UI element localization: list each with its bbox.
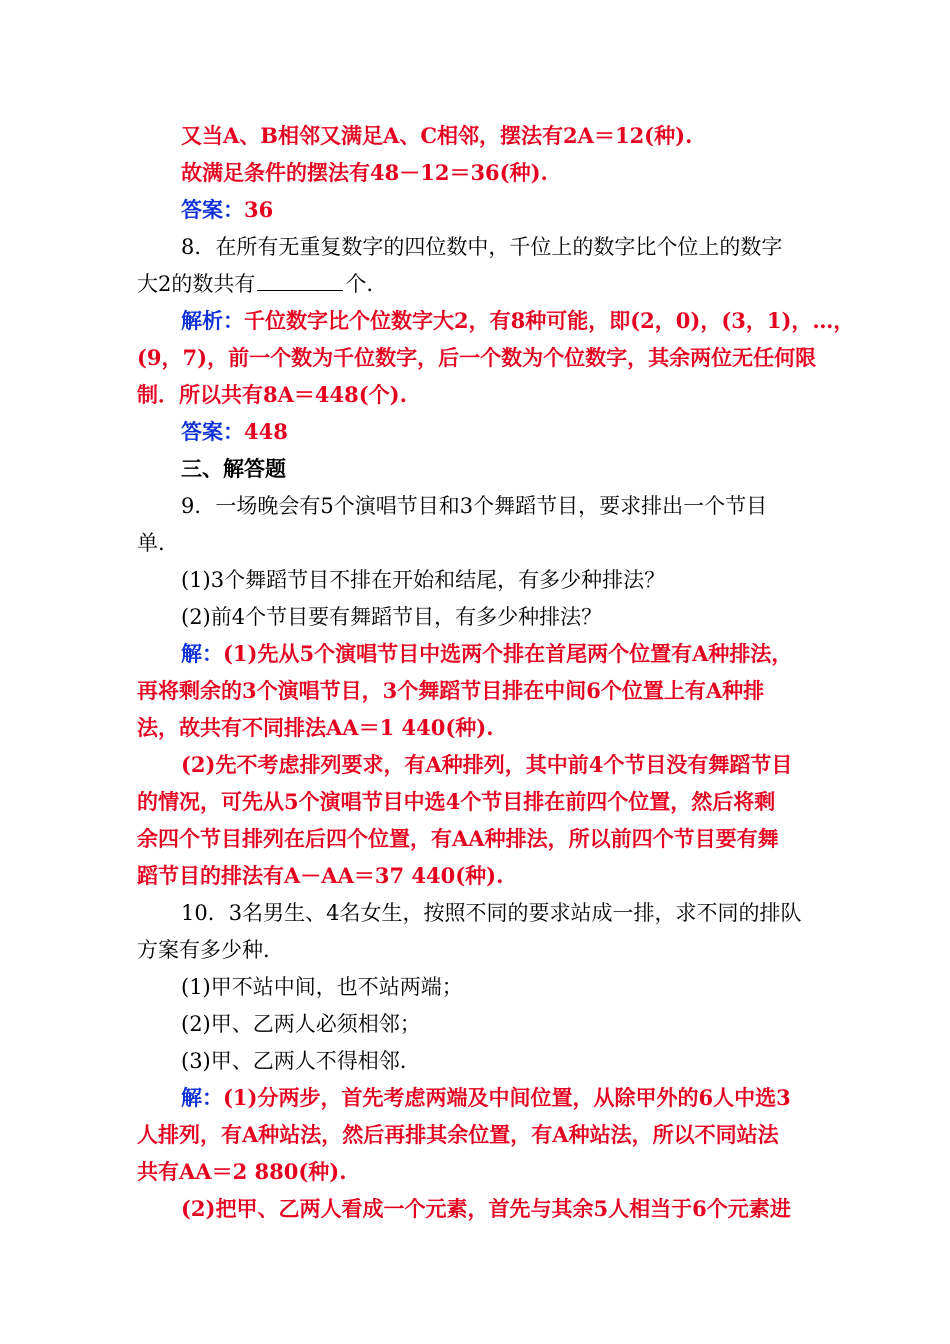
text: 共有AA＝2 880(种). — [137, 1159, 347, 1184]
text: (3)甲、乙两人不得相邻. — [181, 1049, 407, 1073]
solution-9-line5 — [137, 784, 775, 820]
text: 千位数字比个位数字大2，有8种可能，即(2，0)，(3，1)，…， — [244, 308, 855, 333]
text: (9，7)，前一个数为千位数字，后一个数为个位数字，其余两位无任何限 — [137, 345, 817, 370]
question-10-line2 — [137, 932, 270, 968]
solution-9-line7 — [137, 858, 503, 894]
solution-line — [181, 118, 692, 154]
solution-9-line6 — [137, 821, 779, 857]
solution-9-line1 — [181, 636, 792, 672]
text: 方案有多少种. — [137, 938, 270, 962]
text: (1)先从5个演唱节目中选两个排在首尾两个位置有A种排法， — [223, 641, 793, 666]
text: 三、解答题 — [181, 456, 286, 481]
text: 人排列，有A种站法，然后再排其余位置，有A种站法，所以不同站法 — [137, 1122, 779, 1147]
question-10-line1 — [181, 895, 801, 931]
answer-blank — [257, 268, 343, 291]
question-9-part1 — [181, 562, 665, 598]
solution-8-line1 — [181, 303, 854, 339]
text: 9．一场晚会有5个演唱节目和3个舞蹈节目，要求排出一个节目 — [181, 494, 768, 518]
text: (2)把甲、乙两人看成一个元素，首先与其余5人相当于6个元素进 — [181, 1196, 791, 1221]
solution-10-line1 — [181, 1080, 791, 1116]
answer-label: 答案： — [181, 197, 244, 222]
question-9-part2 — [181, 599, 602, 635]
answer-line — [181, 414, 288, 450]
question-10-part2 — [181, 1006, 421, 1042]
question-8-line2 — [137, 266, 373, 302]
solution-10-line2 — [137, 1117, 779, 1153]
text: 蹈节目的排法有A－AA＝37 440(种). — [137, 863, 504, 888]
text: 大2的数共有 — [137, 272, 256, 296]
text: 制．所以共有8A＝448(个). — [137, 382, 407, 407]
solution-9-line2 — [137, 673, 764, 709]
text: 又当A、B相邻又满足A、C相邻，摆法有2A＝12(种). — [181, 123, 693, 148]
question-8-line1 — [181, 229, 782, 265]
answer-line — [181, 192, 273, 228]
solution-line — [181, 155, 548, 191]
text: 余四个节目排列在后四个位置，有AA种排法，所以前四个节目要有舞 — [137, 826, 779, 851]
solution-label: 解： — [181, 1085, 223, 1110]
text: 单. — [137, 531, 165, 555]
solution-10-line4 — [181, 1191, 791, 1227]
text: (2)前4个节目要有舞蹈节目，有多少种排法？ — [181, 605, 603, 629]
text: 法，故共有不同排法AA＝1 440(种). — [137, 715, 494, 740]
text: 再将剩余的3个演唱节目，3个舞蹈节目排在中间6个位置上有A种排 — [137, 678, 765, 703]
answer-label: 答案： — [181, 419, 244, 444]
question-10-part1 — [181, 969, 463, 1005]
question-10-part3 — [181, 1043, 406, 1079]
answer-value: 36 — [244, 197, 274, 222]
text: (1)甲不站中间，也不站两端； — [181, 975, 463, 999]
text: 10．3名男生、4名女生，按照不同的要求站成一排，求不同的排队 — [181, 901, 802, 925]
solution-8-line3 — [137, 377, 407, 413]
text: 故满足条件的摆法有48－12＝36(种). — [181, 160, 548, 185]
solution-8-line2 — [137, 340, 816, 376]
text: 个. — [345, 272, 374, 296]
section-heading — [181, 451, 286, 487]
solution-9-line4 — [181, 747, 792, 783]
question-9-line1 — [181, 488, 767, 524]
text: (1)3个舞蹈节目不排在开始和结尾，有多少种排法？ — [181, 568, 666, 592]
solution-label: 解析： — [181, 308, 244, 333]
text: 8．在所有无重复数字的四位数中，千位上的数字比个位上的数字 — [181, 235, 783, 259]
text: 的情况，可先从5个演唱节目中选4个节目排在前四个位置，然后将剩 — [137, 789, 776, 814]
solution-label: 解： — [181, 641, 223, 666]
text: (2)先不考虑排列要求，有A种排列，其中前4个节目没有舞蹈节目 — [181, 752, 793, 777]
solution-10-line3 — [137, 1154, 347, 1190]
text: (2)甲、乙两人必须相邻； — [181, 1012, 421, 1036]
text: (1)分两步，首先考虑两端及中间位置，从除甲外的6人中选3 — [223, 1085, 791, 1110]
question-9-line2 — [137, 525, 165, 561]
solution-9-line3 — [137, 710, 494, 746]
answer-value: 448 — [244, 419, 288, 444]
